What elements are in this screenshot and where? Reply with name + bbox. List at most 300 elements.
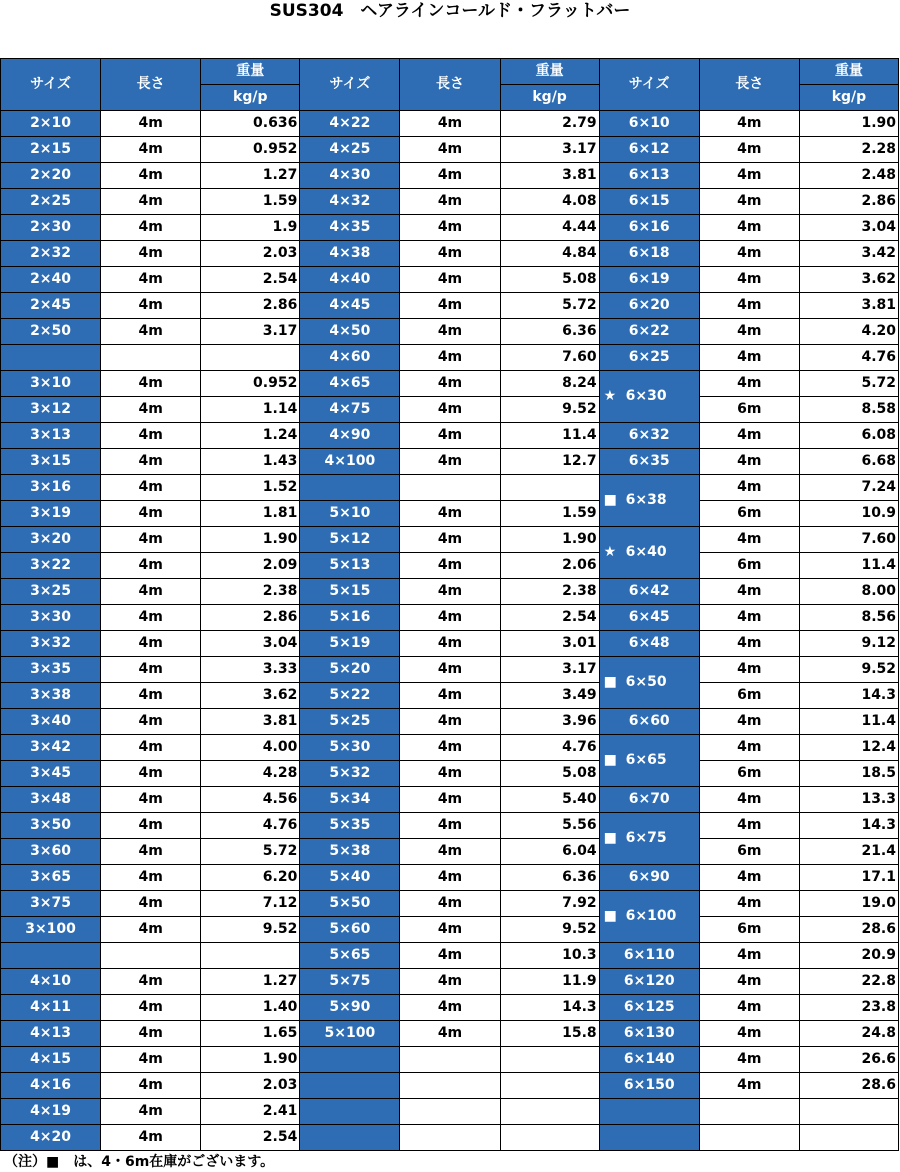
length-cell: 4m xyxy=(400,215,500,241)
size-cell: 6×25 xyxy=(599,345,699,371)
size-cell: 3×100 xyxy=(1,917,101,943)
weight-cell: 6.36 xyxy=(500,319,599,345)
size-label: 6×38 xyxy=(625,492,667,508)
size-cell: 4×38 xyxy=(300,241,400,267)
length-cell: 4m xyxy=(400,995,500,1021)
size-cell: 5×15 xyxy=(300,579,400,605)
weight-cell: 9.52 xyxy=(201,917,300,943)
size-cell: 6×35 xyxy=(599,449,699,475)
length-cell: 4m xyxy=(101,839,201,865)
size-cell: 4×40 xyxy=(300,267,400,293)
length-cell: 4m xyxy=(699,735,799,761)
size-cell: 6×18 xyxy=(599,241,699,267)
length-cell: 4m xyxy=(400,345,500,371)
weight-cell: 1.9 xyxy=(201,215,300,241)
square-icon: ■ xyxy=(603,908,617,924)
table-row xyxy=(1,449,899,475)
size-cell xyxy=(599,1125,699,1151)
size-cell xyxy=(599,735,699,787)
weight-cell: 5.72 xyxy=(201,839,300,865)
size-label: 6×50 xyxy=(625,674,667,690)
length-cell: 4m xyxy=(101,657,201,683)
header-unit: kg/p xyxy=(799,85,898,111)
length-cell xyxy=(400,1099,500,1125)
table-row xyxy=(1,735,899,761)
table-row xyxy=(1,995,899,1021)
header-size: サイズ xyxy=(300,59,400,111)
table-row xyxy=(1,1073,899,1099)
length-cell: 4m xyxy=(101,553,201,579)
weight-cell: 4.28 xyxy=(201,761,300,787)
size-cell: 5×25 xyxy=(300,709,400,735)
weight-cell: 1.40 xyxy=(201,995,300,1021)
weight-cell: 3.17 xyxy=(500,657,599,683)
weight-cell: 10.9 xyxy=(799,501,898,527)
weight-cell: 15.8 xyxy=(500,1021,599,1047)
length-cell: 4m xyxy=(101,475,201,501)
length-cell: 4m xyxy=(400,189,500,215)
length-cell xyxy=(400,1125,500,1151)
table-row xyxy=(1,969,899,995)
length-cell: 4m xyxy=(101,241,201,267)
length-cell: 4m xyxy=(699,657,799,683)
weight-cell: 28.6 xyxy=(799,917,898,943)
weight-cell: 2.03 xyxy=(201,1073,300,1099)
size-cell xyxy=(1,345,101,371)
length-cell: 4m xyxy=(101,1021,201,1047)
table-row xyxy=(1,475,899,501)
size-cell: 3×50 xyxy=(1,813,101,839)
weight-cell: 5.40 xyxy=(500,787,599,813)
weight-cell: 23.8 xyxy=(799,995,898,1021)
table-row xyxy=(1,163,899,189)
length-cell: 4m xyxy=(699,1021,799,1047)
size-cell: 4×32 xyxy=(300,189,400,215)
length-cell: 4m xyxy=(101,189,201,215)
size-cell: 2×15 xyxy=(1,137,101,163)
size-cell: 5×19 xyxy=(300,631,400,657)
size-label: 6×75 xyxy=(625,830,667,846)
table-row xyxy=(1,1021,899,1047)
length-cell: 4m xyxy=(101,449,201,475)
weight-cell: 2.86 xyxy=(201,293,300,319)
size-cell xyxy=(599,371,699,423)
weight-cell: 7.92 xyxy=(500,891,599,917)
table-row xyxy=(1,1047,899,1073)
length-cell: 4m xyxy=(400,631,500,657)
length-cell: 4m xyxy=(400,111,500,137)
weight-cell: 2.86 xyxy=(799,189,898,215)
length-cell: 4m xyxy=(101,605,201,631)
length-cell: 6m xyxy=(699,397,799,423)
size-cell: 2×32 xyxy=(1,241,101,267)
length-cell: 6m xyxy=(699,917,799,943)
length-cell: 4m xyxy=(400,241,500,267)
size-cell: 5×35 xyxy=(300,813,400,839)
weight-cell: 2.79 xyxy=(500,111,599,137)
weight-cell: 4.56 xyxy=(201,787,300,813)
length-cell: 4m xyxy=(699,527,799,553)
header-length: 長さ xyxy=(101,59,201,111)
length-cell: 4m xyxy=(400,969,500,995)
length-cell: 4m xyxy=(400,761,500,787)
square-icon: ■ xyxy=(603,674,617,690)
size-cell: 6×70 xyxy=(599,787,699,813)
length-cell: 4m xyxy=(400,527,500,553)
weight-cell: 8.24 xyxy=(500,371,599,397)
size-cell: 4×13 xyxy=(1,1021,101,1047)
length-cell: 4m xyxy=(101,111,201,137)
weight-cell: 8.58 xyxy=(799,397,898,423)
length-cell: 4m xyxy=(699,423,799,449)
length-cell: 4m xyxy=(699,969,799,995)
length-cell: 4m xyxy=(699,891,799,917)
size-cell: 3×32 xyxy=(1,631,101,657)
length-cell: 4m xyxy=(101,293,201,319)
header-unit: kg/p xyxy=(500,85,599,111)
weight-cell: 7.60 xyxy=(799,527,898,553)
table-row xyxy=(1,241,899,267)
weight-cell: 1.43 xyxy=(201,449,300,475)
length-cell: 4m xyxy=(699,787,799,813)
size-cell: 2×20 xyxy=(1,163,101,189)
size-cell xyxy=(300,1125,400,1151)
length-cell: 4m xyxy=(101,215,201,241)
length-cell: 4m xyxy=(699,371,799,397)
stock-note: （注）■ は、4・6m在庫がございます。 xyxy=(4,1154,275,1170)
size-cell: 5×34 xyxy=(300,787,400,813)
length-cell: 4m xyxy=(699,1047,799,1073)
length-cell: 4m xyxy=(699,267,799,293)
length-cell: 4m xyxy=(699,241,799,267)
size-cell: 4×15 xyxy=(1,1047,101,1073)
weight-cell: 1.90 xyxy=(500,527,599,553)
size-cell: 5×90 xyxy=(300,995,400,1021)
size-cell: 4×100 xyxy=(300,449,400,475)
weight-cell: 1.27 xyxy=(201,163,300,189)
weight-cell: 9.12 xyxy=(799,631,898,657)
length-cell: 4m xyxy=(699,137,799,163)
weight-cell: 4.44 xyxy=(500,215,599,241)
size-cell: 6×60 xyxy=(599,709,699,735)
weight-cell: 4.08 xyxy=(500,189,599,215)
size-cell: 4×10 xyxy=(1,969,101,995)
length-cell: 6m xyxy=(699,501,799,527)
weight-cell: 14.3 xyxy=(500,995,599,1021)
weight-cell: 2.38 xyxy=(500,579,599,605)
length-cell: 4m xyxy=(699,293,799,319)
size-cell: 6×120 xyxy=(599,969,699,995)
size-cell xyxy=(599,657,699,709)
weight-cell: 5.08 xyxy=(500,761,599,787)
weight-cell xyxy=(500,1073,599,1099)
weight-cell xyxy=(799,1099,898,1125)
size-cell: 6×20 xyxy=(599,293,699,319)
length-cell: 4m xyxy=(101,163,201,189)
table-row xyxy=(1,371,899,397)
weight-cell: 11.4 xyxy=(799,553,898,579)
weight-cell: 9.52 xyxy=(500,917,599,943)
weight-cell: 3.96 xyxy=(500,709,599,735)
weight-cell xyxy=(201,943,300,969)
table-row xyxy=(1,891,899,917)
length-cell: 4m xyxy=(400,683,500,709)
length-cell: 4m xyxy=(400,371,500,397)
size-cell: 3×10 xyxy=(1,371,101,397)
weight-cell: 7.60 xyxy=(500,345,599,371)
weight-cell: 6.36 xyxy=(500,865,599,891)
weight-cell xyxy=(500,475,599,501)
size-cell: 5×22 xyxy=(300,683,400,709)
length-cell: 4m xyxy=(101,631,201,657)
size-cell: 6×110 xyxy=(599,943,699,969)
table-row xyxy=(1,423,899,449)
weight-cell: 4.76 xyxy=(201,813,300,839)
table-row xyxy=(1,319,899,345)
size-cell xyxy=(300,475,400,501)
length-cell: 4m xyxy=(400,917,500,943)
table-row xyxy=(1,293,899,319)
table-row xyxy=(1,813,899,839)
size-cell: 3×30 xyxy=(1,605,101,631)
size-cell: 6×45 xyxy=(599,605,699,631)
table-row xyxy=(1,579,899,605)
length-cell: 4m xyxy=(101,319,201,345)
weight-cell: 1.90 xyxy=(201,1047,300,1073)
length-cell: 4m xyxy=(400,839,500,865)
weight-cell: 11.4 xyxy=(500,423,599,449)
weight-cell xyxy=(201,345,300,371)
weight-cell: 5.08 xyxy=(500,267,599,293)
size-cell: 4×11 xyxy=(1,995,101,1021)
header-unit: kg/p xyxy=(201,85,300,111)
size-label: 6×100 xyxy=(625,908,677,924)
size-cell: 6×125 xyxy=(599,995,699,1021)
length-cell: 4m xyxy=(101,735,201,761)
length-cell: 4m xyxy=(699,1073,799,1099)
weight-cell: 2.09 xyxy=(201,553,300,579)
length-cell: 4m xyxy=(101,969,201,995)
weight-cell: 2.06 xyxy=(500,553,599,579)
star-icon: ★ xyxy=(603,388,617,404)
size-cell: 6×16 xyxy=(599,215,699,241)
weight-cell: 9.52 xyxy=(799,657,898,683)
size-cell: 6×12 xyxy=(599,137,699,163)
size-cell: 6×10 xyxy=(599,111,699,137)
table-row xyxy=(1,501,899,527)
weight-cell: 2.54 xyxy=(201,1125,300,1151)
length-cell: 4m xyxy=(101,423,201,449)
size-cell: 3×13 xyxy=(1,423,101,449)
size-cell: 6×42 xyxy=(599,579,699,605)
weight-cell: 4.00 xyxy=(201,735,300,761)
weight-cell: 2.41 xyxy=(201,1099,300,1125)
table-row xyxy=(1,709,899,735)
length-cell: 4m xyxy=(699,865,799,891)
length-cell: 4m xyxy=(101,1073,201,1099)
length-cell: 4m xyxy=(699,579,799,605)
table-row xyxy=(1,917,899,943)
size-cell: 6×90 xyxy=(599,865,699,891)
size-cell xyxy=(599,813,699,865)
size-cell: 3×19 xyxy=(1,501,101,527)
length-cell: 4m xyxy=(101,891,201,917)
square-icon: ■ xyxy=(603,492,617,508)
size-cell: 2×10 xyxy=(1,111,101,137)
length-cell xyxy=(400,475,500,501)
length-cell: 4m xyxy=(699,995,799,1021)
weight-cell: 13.3 xyxy=(799,787,898,813)
length-cell: 4m xyxy=(400,605,500,631)
size-cell: 4×75 xyxy=(300,397,400,423)
size-cell: 6×19 xyxy=(599,267,699,293)
weight-cell: 6.04 xyxy=(500,839,599,865)
weight-cell: 8.00 xyxy=(799,579,898,605)
length-cell: 4m xyxy=(101,1047,201,1073)
weight-cell: 5.72 xyxy=(799,371,898,397)
length-cell: 4m xyxy=(101,1125,201,1151)
table-row xyxy=(1,761,899,787)
length-cell: 4m xyxy=(400,787,500,813)
size-cell: 3×35 xyxy=(1,657,101,683)
length-cell xyxy=(699,1099,799,1125)
size-cell: 4×16 xyxy=(1,1073,101,1099)
weight-cell: 24.8 xyxy=(799,1021,898,1047)
length-cell xyxy=(101,345,201,371)
weight-cell: 14.3 xyxy=(799,683,898,709)
size-cell: 4×35 xyxy=(300,215,400,241)
size-cell: 4×65 xyxy=(300,371,400,397)
table-row xyxy=(1,345,899,371)
table-row xyxy=(1,267,899,293)
table-row xyxy=(1,683,899,709)
table-row xyxy=(1,527,899,553)
length-cell: 4m xyxy=(699,813,799,839)
length-cell: 4m xyxy=(400,397,500,423)
weight-cell: 2.54 xyxy=(500,605,599,631)
table-row xyxy=(1,657,899,683)
size-cell: 5×65 xyxy=(300,943,400,969)
size-cell: 2×30 xyxy=(1,215,101,241)
length-cell xyxy=(400,1073,500,1099)
size-cell: 5×38 xyxy=(300,839,400,865)
size-cell: 3×15 xyxy=(1,449,101,475)
weight-cell: 0.952 xyxy=(201,137,300,163)
weight-cell: 7.12 xyxy=(201,891,300,917)
star-icon: ★ xyxy=(603,544,617,560)
weight-cell: 4.76 xyxy=(500,735,599,761)
size-cell xyxy=(300,1047,400,1073)
length-cell: 4m xyxy=(101,527,201,553)
length-cell: 4m xyxy=(101,813,201,839)
weight-cell: 3.81 xyxy=(201,709,300,735)
length-cell xyxy=(101,943,201,969)
size-cell: 5×100 xyxy=(300,1021,400,1047)
size-cell: 4×50 xyxy=(300,319,400,345)
length-cell: 4m xyxy=(400,865,500,891)
size-cell: 3×48 xyxy=(1,787,101,813)
size-label: 6×65 xyxy=(625,752,667,768)
weight-cell: 2.86 xyxy=(201,605,300,631)
length-cell: 4m xyxy=(699,943,799,969)
header-weight: 重量 xyxy=(500,59,599,85)
size-cell: 4×20 xyxy=(1,1125,101,1151)
length-cell: 4m xyxy=(101,137,201,163)
table-row xyxy=(1,553,899,579)
length-cell: 4m xyxy=(400,943,500,969)
size-cell xyxy=(1,943,101,969)
size-cell: 5×60 xyxy=(300,917,400,943)
weight-cell: 1.52 xyxy=(201,475,300,501)
flat-bar-table xyxy=(0,58,899,1151)
table-row xyxy=(1,605,899,631)
size-cell: 2×25 xyxy=(1,189,101,215)
weight-cell: 4.20 xyxy=(799,319,898,345)
length-cell: 4m xyxy=(400,137,500,163)
weight-cell xyxy=(799,1125,898,1151)
weight-cell: 9.52 xyxy=(500,397,599,423)
square-icon: ■ xyxy=(603,752,617,768)
length-cell: 4m xyxy=(101,501,201,527)
weight-cell: 11.4 xyxy=(799,709,898,735)
length-cell: 4m xyxy=(699,449,799,475)
weight-cell xyxy=(500,1099,599,1125)
table-row xyxy=(1,787,899,813)
size-cell: 4×25 xyxy=(300,137,400,163)
size-cell: 3×75 xyxy=(1,891,101,917)
size-cell: 6×22 xyxy=(599,319,699,345)
length-cell: 4m xyxy=(400,813,500,839)
table-row xyxy=(1,189,899,215)
weight-cell: 19.0 xyxy=(799,891,898,917)
length-cell: 4m xyxy=(400,501,500,527)
size-cell: 3×38 xyxy=(1,683,101,709)
length-cell: 4m xyxy=(101,761,201,787)
length-cell: 4m xyxy=(400,891,500,917)
size-cell: 3×65 xyxy=(1,865,101,891)
length-cell: 4m xyxy=(101,995,201,1021)
weight-cell: 22.8 xyxy=(799,969,898,995)
weight-cell: 2.38 xyxy=(201,579,300,605)
length-cell: 6m xyxy=(699,553,799,579)
length-cell: 4m xyxy=(400,319,500,345)
length-cell: 4m xyxy=(101,683,201,709)
weight-cell: 8.56 xyxy=(799,605,898,631)
table-row xyxy=(1,111,899,137)
size-cell xyxy=(300,1099,400,1125)
size-cell: 6×32 xyxy=(599,423,699,449)
size-cell: 3×22 xyxy=(1,553,101,579)
size-cell: 5×50 xyxy=(300,891,400,917)
size-cell: 5×30 xyxy=(300,735,400,761)
size-cell: 3×42 xyxy=(1,735,101,761)
header-weight: 重量 xyxy=(799,59,898,85)
size-cell: 3×45 xyxy=(1,761,101,787)
table-row xyxy=(1,943,899,969)
size-cell: 5×75 xyxy=(300,969,400,995)
weight-cell: 3.17 xyxy=(500,137,599,163)
length-cell: 4m xyxy=(699,215,799,241)
weight-cell: 11.9 xyxy=(500,969,599,995)
table-row xyxy=(1,865,899,891)
weight-cell: 3.62 xyxy=(799,267,898,293)
length-cell: 4m xyxy=(400,449,500,475)
size-cell: 3×12 xyxy=(1,397,101,423)
table-row xyxy=(1,397,899,423)
weight-cell: 0.636 xyxy=(201,111,300,137)
size-cell: 4×19 xyxy=(1,1099,101,1125)
length-cell: 4m xyxy=(699,631,799,657)
